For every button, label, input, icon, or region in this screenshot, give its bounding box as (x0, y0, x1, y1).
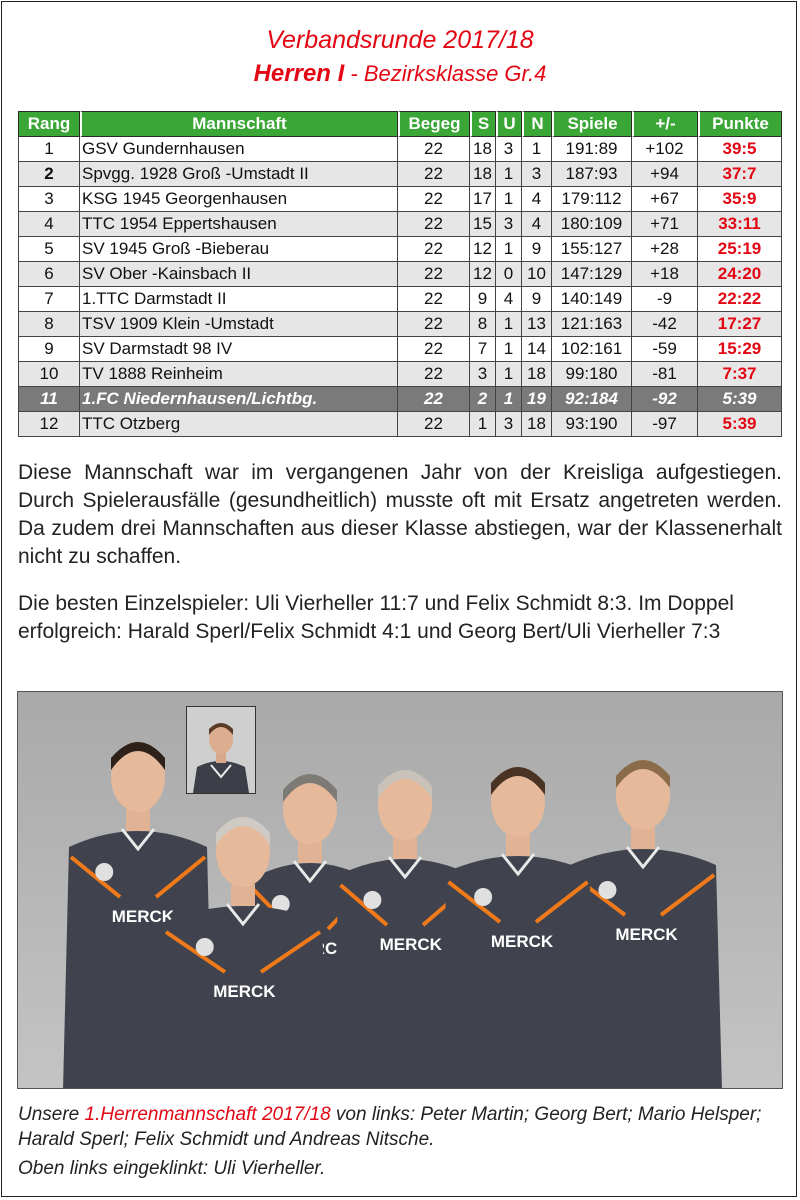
cell-diff: -9 (632, 287, 698, 312)
cell-spiele: 102:161 (552, 337, 632, 362)
cell-n: 13 (522, 312, 552, 337)
col-n: N (522, 111, 552, 137)
cell-s: 12 (470, 237, 496, 262)
table-row (18, 187, 782, 212)
inset-portrait-illustration (187, 707, 255, 793)
cell-n: 10 (522, 262, 552, 287)
cell-u: 1 (496, 362, 522, 387)
cell-team: SV 1945 Groß -Bieberau (80, 237, 398, 262)
cell-rang: 1 (18, 137, 80, 162)
cell-rang: 7 (18, 287, 80, 312)
table-row (18, 287, 782, 312)
cell-u: 1 (496, 162, 522, 187)
cell-rang: 2 (18, 162, 80, 187)
cell-spiele: 179:112 (552, 187, 632, 212)
table-row (18, 362, 782, 387)
league-name: - Bezirksklasse Gr.4 (344, 61, 547, 86)
cell-spiele: 93:190 (552, 412, 632, 437)
cell-begeg: 22 (398, 237, 470, 262)
cell-begeg: 22 (398, 362, 470, 387)
caption-lead: Unsere (18, 1104, 85, 1125)
cell-s: 17 (470, 187, 496, 212)
cell-u: 1 (496, 237, 522, 262)
cell-punkte: 33:11 (698, 212, 782, 237)
cell-team: TSV 1909 Klein -Umstadt (80, 312, 398, 337)
cell-punkte: 17:27 (698, 312, 782, 337)
cell-n: 9 (522, 287, 552, 312)
cell-team: Spvgg. 1928 Groß -Umstadt II (80, 162, 398, 187)
table-row (18, 162, 782, 187)
cell-diff: +18 (632, 262, 698, 287)
cell-punkte: 22:22 (698, 287, 782, 312)
cell-begeg: 22 (398, 212, 470, 237)
table-row (18, 237, 782, 262)
cell-begeg: 22 (398, 187, 470, 212)
cell-diff: +94 (632, 162, 698, 187)
cell-team: GSV Gundernhausen (80, 137, 398, 162)
cell-rang: 5 (18, 237, 80, 262)
cell-spiele: 180:109 (552, 212, 632, 237)
caption-highlight: 1.Herrenmannschaft 2017/18 (84, 1104, 331, 1125)
cell-rang: 8 (18, 312, 80, 337)
season-title: Verbandsrunde 2017/18 (266, 26, 534, 54)
cell-n: 14 (522, 337, 552, 362)
league-title (0, 60, 800, 88)
cell-team: TV 1888 Reinheim (80, 362, 398, 387)
cell-punkte: 24:20 (698, 262, 782, 287)
col-rang: Rang (18, 111, 80, 137)
cell-punkte: 25:19 (698, 237, 782, 262)
jersey-logo: MERCK (111, 907, 175, 926)
cell-s: 18 (470, 137, 496, 162)
cell-s: 1 (470, 412, 496, 437)
cell-diff: +71 (632, 212, 698, 237)
cell-begeg: 22 (398, 287, 470, 312)
cell-punkte: 5:39 (698, 412, 782, 437)
cell-u: 1 (496, 387, 522, 412)
cell-rang: 6 (18, 262, 80, 287)
team-name: Herren I (253, 60, 345, 87)
cell-rang: 9 (18, 337, 80, 362)
best-players-paragraph: Die besten Einzelspieler: Uli Vierheller 11:7 und Felix Schmidt 8:3. Im Doppel erfolgreich: Harald Sperl/Felix Schmidt 4:1 und Georg Bert/Uli Vierheller 7:3 (18, 592, 734, 643)
cell-team: 1.TTC Darmstadt II (80, 287, 398, 312)
cell-u: 1 (496, 312, 522, 337)
cell-diff: -97 (632, 412, 698, 437)
cell-diff: -42 (632, 312, 698, 337)
cell-n: 9 (522, 237, 552, 262)
col-begeg: Begeg (398, 111, 470, 137)
cell-u: 0 (496, 262, 522, 287)
cell-u: 3 (496, 137, 522, 162)
cell-begeg: 22 (398, 262, 470, 287)
cell-s: 2 (470, 387, 496, 412)
cell-n: 19 (522, 387, 552, 412)
cell-spiele: 187:93 (552, 162, 632, 187)
cell-rang: 10 (18, 362, 80, 387)
table-row (18, 312, 782, 337)
col-diff: +/- (632, 111, 698, 137)
cell-begeg: 22 (398, 312, 470, 337)
col-spiele: Spiele (552, 111, 632, 137)
cell-diff: -92 (632, 387, 698, 412)
table-row (18, 412, 782, 437)
col-u: U (496, 111, 522, 137)
cell-punkte: 39:5 (698, 137, 782, 162)
cell-s: 18 (470, 162, 496, 187)
table-body (18, 137, 782, 437)
cell-s: 15 (470, 212, 496, 237)
table-row (18, 212, 782, 237)
cell-n: 18 (522, 362, 552, 387)
description-paragraph: Diese Mannschaft war im vergangenen Jahr von der Kreisliga aufgestiegen. Durch Spielerausfälle (gesundheitlich) musste oft mit Ersatz angetreten werden. Da zudem drei Mannschaften aus dieser Klasse abstiegen, war der Klassenerhalt nicht zu schaffen. (18, 461, 782, 568)
cell-spiele: 99:180 (552, 362, 632, 387)
cell-spiele: 92:184 (552, 387, 632, 412)
team-photo (17, 691, 783, 1089)
cell-n: 18 (522, 412, 552, 437)
jersey-logo: MERCK (379, 935, 442, 954)
cell-team: SV Darmstadt 98 IV (80, 337, 398, 362)
cell-rang: 12 (18, 412, 80, 437)
cell-team: KSG 1945 Georgenhausen (80, 187, 398, 212)
cell-spiele: 155:127 (552, 237, 632, 262)
cell-team: 1.FC Niedernhausen/Lichtbg. (80, 387, 398, 412)
cell-n: 4 (522, 187, 552, 212)
cell-begeg: 22 (398, 162, 470, 187)
cell-team: TTC Otzberg (80, 412, 398, 437)
cell-u: 4 (496, 287, 522, 312)
jersey-logo: MERCK (615, 925, 678, 944)
table-row (18, 137, 782, 162)
cell-begeg: 22 (398, 412, 470, 437)
jersey-logo: MERCK (490, 932, 554, 951)
cell-team: SV Ober -Kainsbach II (80, 262, 398, 287)
cell-team: TTC 1954 Eppertshausen (80, 212, 398, 237)
cell-diff: +102 (632, 137, 698, 162)
cell-begeg: 22 (398, 387, 470, 412)
cell-u: 3 (496, 412, 522, 437)
cell-spiele: 147:129 (552, 262, 632, 287)
cell-rang: 11 (18, 387, 80, 412)
cell-s: 8 (470, 312, 496, 337)
cell-s: 3 (470, 362, 496, 387)
standings-table (18, 111, 782, 437)
cell-begeg: 22 (398, 337, 470, 362)
caption-names: von links: Peter Martin; Georg Bert; Mario Helsper; Harald Sperl; Felix Schmidt und Andreas Nitsche. (18, 1104, 762, 1150)
cell-punkte: 37:7 (698, 162, 782, 187)
cell-punkte: 35:9 (698, 187, 782, 212)
jersey-logo: MERCK (213, 982, 276, 1001)
cell-punkte: 15:29 (698, 337, 782, 362)
table-row (18, 262, 782, 287)
inset-portrait (186, 706, 256, 794)
cell-spiele: 140:149 (552, 287, 632, 312)
col-punkte: Punkte (698, 111, 782, 137)
cell-s: 9 (470, 287, 496, 312)
photo-caption (18, 1102, 782, 1152)
cell-s: 7 (470, 337, 496, 362)
photo-caption-inset: Oben links eingeklinkt: Uli Vierheller. (18, 1158, 326, 1179)
col-mannschaft: Mannschaft (80, 111, 398, 137)
cell-n: 3 (522, 162, 552, 187)
table-row (18, 337, 782, 362)
cell-n: 1 (522, 137, 552, 162)
cell-diff: -59 (632, 337, 698, 362)
cell-punkte: 5:39 (698, 387, 782, 412)
cell-rang: 4 (18, 212, 80, 237)
cell-rang: 3 (18, 187, 80, 212)
cell-diff: -81 (632, 362, 698, 387)
table-header-row (18, 111, 782, 137)
cell-s: 12 (470, 262, 496, 287)
cell-diff: +67 (632, 187, 698, 212)
cell-begeg: 22 (398, 137, 470, 162)
table-row (18, 387, 782, 412)
cell-diff: +28 (632, 237, 698, 262)
cell-punkte: 7:37 (698, 362, 782, 387)
cell-u: 1 (496, 337, 522, 362)
col-s: S (470, 111, 496, 137)
cell-n: 4 (522, 212, 552, 237)
cell-u: 1 (496, 187, 522, 212)
cell-spiele: 121:163 (552, 312, 632, 337)
team-photo-illustration (18, 692, 783, 1089)
cell-u: 3 (496, 212, 522, 237)
cell-spiele: 191:89 (552, 137, 632, 162)
